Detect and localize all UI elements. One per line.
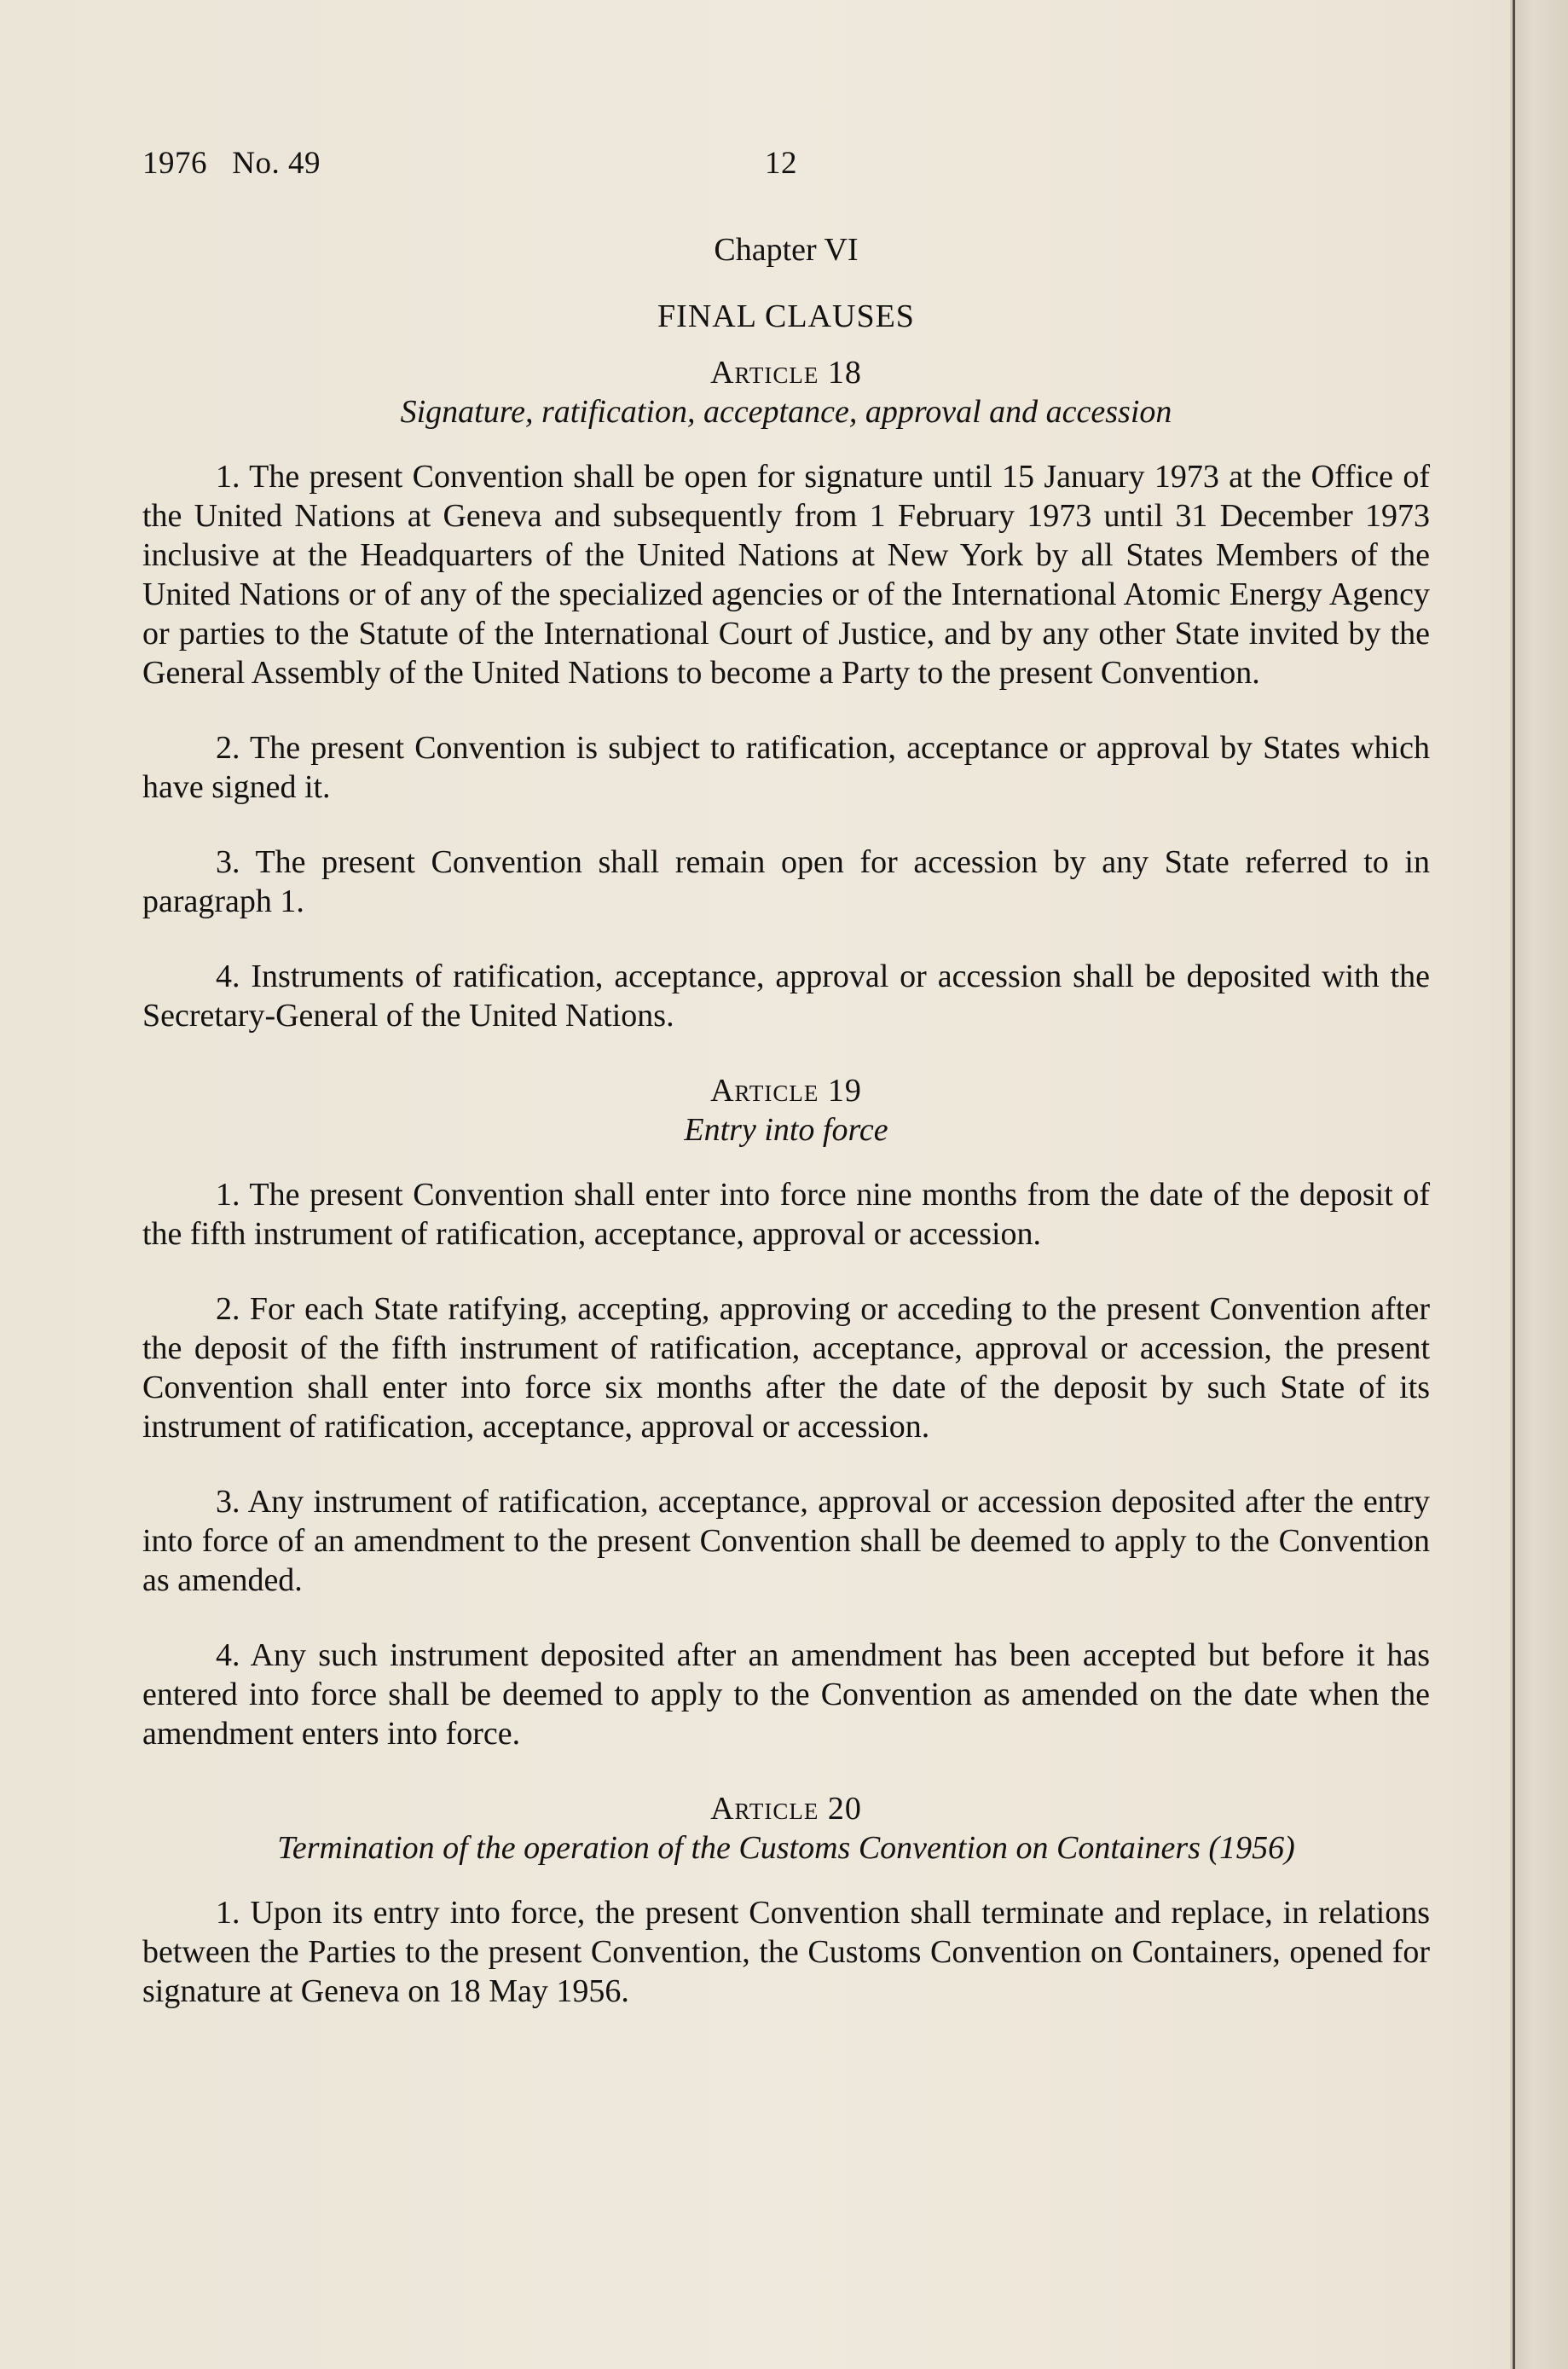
article-heading: Article 18 [710, 355, 862, 391]
article-paragraph: 2. For each State ratifying, accepting, approving or acceding to the present Convention after the deposit of the fifth instrument of ratification, acceptance, approval or accession, the present Convention shall enter into force six months after the date of the deposit by such State of its instrument of ratification, acceptance, approval or accession. [142, 1291, 1430, 1445]
page-edge-line [1513, 0, 1515, 2369]
document-body [142, 230, 1430, 2047]
article-title: Termination of the operation of the Customs Convention on Containers (1956) [277, 1830, 1295, 1866]
article-title: Signature, ratification, acceptance, approval and accession [400, 394, 1172, 430]
article-paragraph: 4. Any such instrument deposited after an amendment has been accepted but before it has entered into force shall be deemed to apply to the Convention as amended on the date when the amendment enters into force. [142, 1637, 1430, 1752]
article-title: Entry into force [684, 1112, 888, 1148]
article-paragraph: 1. The present Convention shall enter into force nine months from the date of the deposit of the fifth instrument of ratification, acceptance, approval or accession. [142, 1177, 1430, 1252]
article-paragraph: 1. The present Convention shall be open for signature until 15 January 1973 at the Office of the United Nations at Geneva and subsequently from 1 February 1973 until 31 December 1973 inclusive at the Headquarters of the United Nations at New York by all States Members of the United Nations or of any of the specialized agencies or of the International Atomic Energy Agency or parties to the Statute of the International Court of Justice, and by any other State invited by the General Assembly of the United Nations to become a Party to the present Convention. [142, 459, 1430, 691]
page-edge [1510, 0, 1568, 2369]
article-paragraph: 3. Any instrument of ratification, acceptance, approval or accession deposited after the entry into force of an amendment to the present Convention shall be deemed to apply to the Convention as amended. [142, 1484, 1430, 1598]
article-paragraph: 3. The present Convention shall remain open for accession by any State referred to in paragraph 1. [142, 844, 1430, 919]
article-paragraph: 2. The present Convention is subject to ratification, acceptance or approval by States which have signed it. [142, 730, 1430, 805]
page-number: 12 [765, 146, 797, 181]
article-paragraph: 4. Instruments of ratification, acceptance, approval or accession shall be deposited with the Secretary-General of the United Nations. [142, 959, 1430, 1034]
article-heading: Article 19 [710, 1073, 862, 1109]
chapter-heading: Chapter VI [714, 232, 859, 268]
article-paragraph: 1. Upon its entry into force, the present Convention shall terminate and replace, in relations between the Parties to the present Convention, the Customs Convention on Containers, opened for signature at Geneva on 18 May 1956. [142, 1895, 1430, 2009]
article-heading: Article 20 [710, 1791, 862, 1827]
header-year-number: 1976 No. 49 [142, 146, 321, 181]
part-title: FINAL CLAUSES [657, 298, 915, 334]
